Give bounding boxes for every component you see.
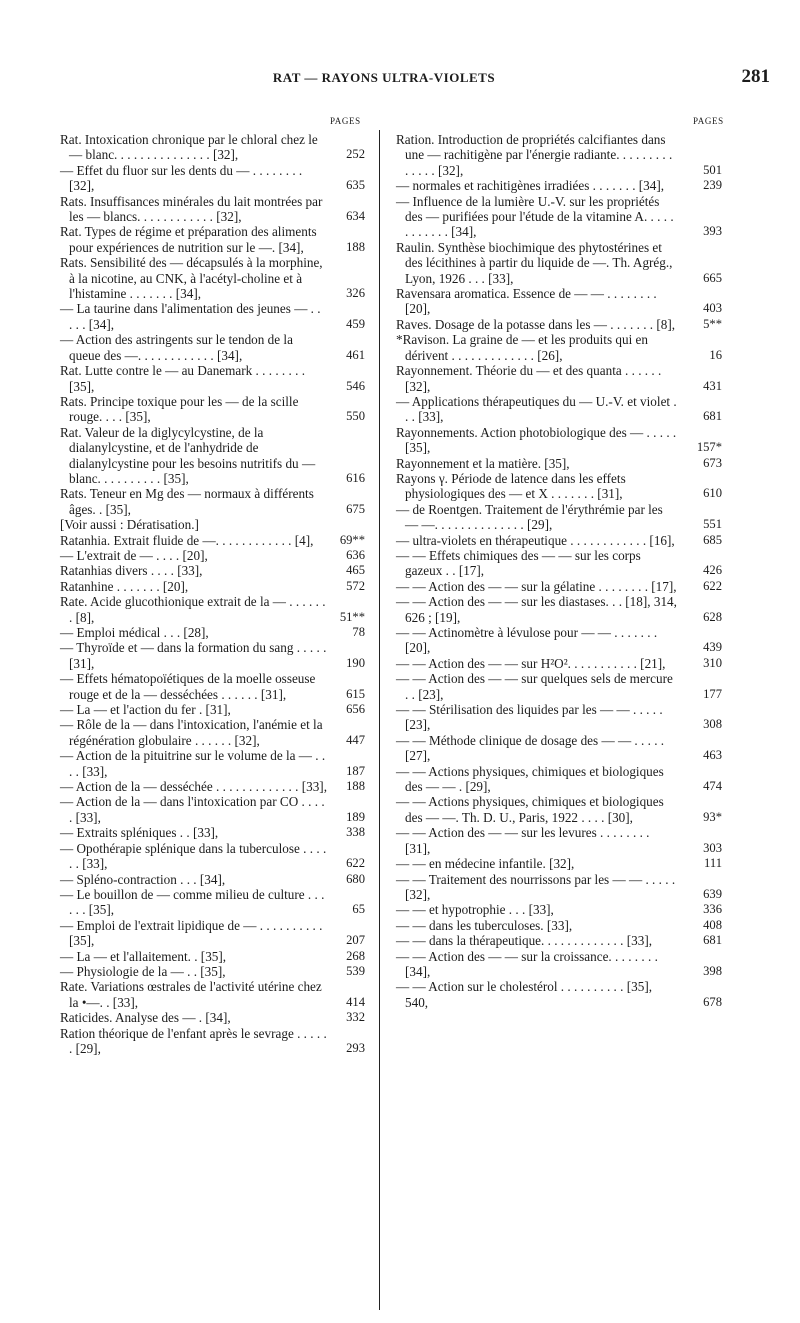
index-entry — [60, 671, 365, 702]
entry-text: Raticides. Analyse des — . [34], — [60, 1010, 231, 1026]
entry-text: — — dans la thérapeutique. . . . . . . . . . . . . [33], — [396, 933, 653, 949]
index-entry — [396, 979, 722, 1010]
entry-text: — Action de la pituitrine sur le volume de la — . . . . [33], — [60, 748, 326, 779]
entry-text: Rats. Insuffisances minérales du lait montrées par les — blancs. . . . . . . . . . . . [32], — [60, 193, 323, 225]
entry-text: Rayonnement. Théorie du — et des quanta . . . . . . [32], — [396, 363, 662, 394]
entry-page: 681 — [703, 409, 722, 424]
index-entry — [396, 194, 722, 240]
index-entry — [396, 902, 722, 917]
entry-page: 447 — [346, 732, 365, 747]
index-entry — [60, 964, 365, 979]
index-entry — [60, 363, 365, 394]
index-entry — [60, 194, 365, 225]
entry-text: — — Actions physiques, chimiques et biologiques des — —. Th. D. U., Paris, 1922 . . . . [30], — [396, 794, 664, 825]
index-entry — [396, 733, 722, 764]
index-entry — [60, 224, 365, 255]
pages-label-left: PAGES — [330, 116, 361, 126]
index-entry — [60, 163, 365, 194]
page-number: 281 — [741, 66, 770, 87]
entry-page: 639 — [703, 886, 722, 901]
entry-text: — ultra-violets en thérapeutique . . . . . . . . . . . . [16], — [396, 532, 675, 548]
entry-page: 189 — [346, 809, 365, 824]
entry-text: — — et hypotrophie . . . [33], — [396, 902, 554, 918]
index-entry — [396, 856, 722, 871]
index-entry — [396, 533, 722, 548]
entry-page: 65 — [352, 902, 365, 917]
index-entry — [396, 933, 722, 948]
entry-text: — — Action des — — sur H²O². . . . . . . . . . . [21], — [396, 655, 666, 671]
index-entry — [60, 579, 365, 594]
entry-text: Raulin. Synthèse biochimique des phytostérines et des lécithines à partir du liquide de —. Th. Agrég., Lyon, 1926 . . . [33], — [396, 239, 673, 286]
entry-text: — La — et l'action du fer . [31], — [60, 702, 231, 718]
entry-text: — de Roentgen. Traitement de l'érythrémie par les — —. . . . . . . . . . . . . . [29], — [396, 501, 663, 533]
index-entry — [60, 702, 365, 717]
entry-text: — — Stérilisation des liquides par les — — . . . . . [23], — [396, 702, 663, 733]
entry-text: Ratanhia. Extrait fluide de —. . . . . . . . . . . . [4], — [60, 532, 314, 548]
entry-page: 51** — [339, 609, 365, 624]
entry-page: 414 — [346, 994, 365, 1009]
entry-page: 572 — [346, 578, 365, 593]
index-entry — [60, 625, 365, 640]
index-entry — [396, 502, 722, 533]
entry-page: 616 — [346, 470, 365, 485]
entry-page: 622 — [703, 578, 722, 593]
index-entry — [60, 255, 365, 301]
page-header — [0, 66, 800, 90]
column-divider — [379, 130, 380, 1310]
entry-page: 326 — [346, 286, 365, 301]
entry-text: — Action de la — desséchée . . . . . . . . . . . . . [33], — [60, 779, 327, 795]
entry-text: Rat. Types de régime et préparation des aliments pour expériences de nutrition sur le —. [34], — [60, 224, 317, 255]
entry-page: 673 — [703, 455, 722, 470]
entry-text: Ration. Introduction de propriétés calcifiantes dans une — rachitigène par l'énergie radiante. . . . . . . . . . . . . . [32], — [396, 132, 673, 178]
entry-page: 188 — [346, 779, 365, 794]
entry-page: 501 — [703, 162, 722, 177]
entry-page: 461 — [346, 347, 365, 362]
entry-page: 665 — [703, 270, 722, 285]
index-entry — [396, 548, 722, 579]
entry-text: — Influence de la lumière U.-V. sur les propriétés des — purifiées pour l'étude de la vitamine A. . . . . . . . . . . . [34], — [396, 193, 674, 240]
entry-text: — — Action des — — sur les diastases. . . [18], 314, 626 ; [19], — [396, 594, 677, 625]
index-entry — [60, 548, 365, 563]
index-entry — [60, 825, 365, 840]
index-entry — [396, 594, 722, 625]
entry-page: 439 — [703, 640, 722, 655]
index-entry — [396, 425, 722, 456]
entry-text: Raves. Dosage de la potasse dans les — . . . . . . . [8], — [396, 316, 676, 332]
entry-text: Rats. Teneur en Mg des — normaux à différents âges. . [35], — [60, 486, 314, 517]
index-entry — [396, 671, 722, 702]
entry-text: — Effets hématopoïétiques de la moelle osseuse rouge et de la — desséchées . . . . . . [31], — [60, 671, 316, 702]
entry-page: 336 — [703, 902, 722, 917]
entry-text: Rat. Intoxication chronique par le chloral chez le — blanc. . . . . . . . . . . . . . . [32], — [60, 132, 318, 163]
index-entry — [396, 764, 722, 795]
entry-page: 551 — [703, 517, 722, 532]
index-entry — [60, 717, 365, 748]
entry-text: Rat. Lutte contre le — au Danemark . . . . . . . . [35], — [60, 363, 305, 394]
entry-page: 546 — [346, 378, 365, 393]
entry-text: — — Méthode clinique de dosage des — — . . . . . [27], — [396, 732, 665, 764]
left-column — [60, 132, 365, 1056]
entry-text: — — Action des — — sur quelques sels de mercure . . [23], — [396, 671, 673, 702]
index-entry — [60, 779, 365, 794]
index-entry — [396, 949, 722, 980]
index-entry — [60, 486, 365, 517]
entry-page: 426 — [703, 563, 722, 578]
entry-text: — Thyroïde et — dans la formation du sang . . . . . [31], — [60, 640, 327, 671]
entry-page: 187 — [346, 763, 365, 778]
entry-text: — Le bouillon de — comme milieu de culture . . . . . . [35], — [60, 886, 325, 918]
index-entry — [60, 425, 365, 487]
entry-page: 615 — [346, 686, 365, 701]
entry-page: 332 — [346, 1010, 365, 1025]
entry-page: 681 — [703, 933, 722, 948]
index-entry — [60, 748, 365, 779]
index-entry — [396, 656, 722, 671]
entry-page: 303 — [703, 840, 722, 855]
index-entry — [60, 594, 365, 625]
entry-text: — — Actions physiques, chimiques et biologiques des — — . [29], — [396, 763, 664, 795]
index-entry — [396, 240, 722, 286]
entry-text: — La taurine dans l'alimentation des jeunes — . . . . . [34], — [60, 301, 321, 332]
entry-page: 78 — [352, 625, 365, 639]
entry-page: 539 — [346, 963, 365, 978]
entry-page: 190 — [346, 655, 365, 670]
index-entry — [60, 563, 365, 578]
index-entry — [396, 872, 722, 903]
entry-text: — Emploi médical . . . [28], — [60, 625, 209, 640]
index-entry — [60, 794, 365, 825]
entry-page: 675 — [346, 501, 365, 516]
entry-page: 393 — [703, 224, 722, 239]
entry-page: 308 — [703, 717, 722, 732]
index-entry — [60, 949, 365, 964]
entry-text: — — dans les tuberculoses. [33], — [396, 917, 573, 933]
index-entry — [396, 471, 722, 502]
index-entry — [396, 132, 722, 178]
entry-text: — Action des astringents sur le tendon de la queue des —. . . . . . . . . . . . [34], — [60, 332, 293, 363]
entry-page: 459 — [346, 316, 365, 331]
entry-page: 431 — [703, 378, 722, 393]
index-entry — [60, 1010, 365, 1025]
entry-text: — Extraits spléniques . . [33], — [60, 825, 219, 841]
entry-text: — Effet du fluor sur les dents du — . . . . . . . . [32], — [60, 162, 303, 194]
index-entry — [396, 625, 722, 656]
entry-text: Rate. Variations œstrales de l'activité utérine chez la •—. . [33], — [60, 979, 322, 1010]
entry-text: Ratanhias divers . . . . [33], — [60, 563, 203, 579]
entry-page: 635 — [346, 178, 365, 193]
entry-page: 268 — [346, 948, 365, 963]
entry-text: — — Action des — — sur la croissance. . . . . . . . [34], — [396, 948, 658, 979]
index-entry — [396, 332, 722, 363]
entry-page: 628 — [703, 609, 722, 624]
entry-page: 622 — [346, 856, 365, 871]
index-entry — [60, 918, 365, 949]
entry-page: 610 — [703, 486, 722, 501]
entry-text: Ration théorique de l'enfant après le sevrage . . . . . . [29], — [60, 1025, 327, 1056]
entry-page: 634 — [346, 209, 365, 224]
entry-page: 408 — [703, 917, 722, 932]
entry-text: Rate. Acide glucothionique extrait de la — . . . . . . . [8], — [60, 594, 326, 625]
entry-text: Rayonnement et la matière. [35], — [396, 455, 570, 471]
index-entry — [396, 702, 722, 733]
right-column — [396, 132, 722, 1010]
entry-page: 398 — [703, 963, 722, 978]
index-entry — [396, 317, 722, 332]
index-entry — [60, 332, 365, 363]
index-entry — [396, 363, 722, 394]
entry-text: — Rôle de la — dans l'intoxication, l'anémie et la régénération globulaire . . . . . . [32], — [60, 717, 323, 748]
entry-text: — Applications thérapeutiques du — U.-V. et violet . . . [33], — [396, 393, 677, 425]
entry-text: — L'extrait de — . . . . [20], — [60, 547, 208, 563]
index-entry — [396, 825, 722, 856]
entry-page: 680 — [346, 871, 365, 886]
entry-text: [Voir aussi : Dératisation.] — [60, 517, 199, 533]
entry-page: 474 — [703, 779, 722, 794]
index-entry — [60, 979, 365, 1010]
entry-page: 207 — [346, 933, 365, 948]
index-entry — [396, 794, 722, 825]
index-entry — [60, 394, 365, 425]
entry-page: 239 — [703, 178, 722, 193]
index-entry — [60, 301, 365, 332]
entry-text: Ratanhine . . . . . . . [20], — [60, 578, 189, 594]
index-entry — [396, 178, 722, 193]
entry-text: — — Action sur le cholestérol . . . . . . . . . . [35], 540, — [396, 979, 653, 1010]
entry-text: — Action de la — dans l'intoxication par CO . . . . . [33], — [60, 794, 325, 825]
index-entry — [60, 872, 365, 887]
entry-page: 550 — [346, 409, 365, 424]
entry-text: Rat. Valeur de la diglycylcystine, de la dialanylcystine, et de l'anhydride de dialanylcystine pour les besoins nutritifs du — blanc. . . . . . . . . . [35], — [60, 424, 316, 486]
entry-text: — Emploi de l'extrait lipidique de — . . . . . . . . . . [35], — [60, 917, 323, 949]
entry-page: 656 — [346, 702, 365, 717]
entry-text: Rayonnements. Action photobiologique des — . . . . . [35], — [396, 424, 677, 456]
entry-page: 403 — [703, 301, 722, 316]
entry-text: — normales et rachitigènes irradiées . . . . . . . [34], — [396, 178, 665, 194]
entry-page: 5** — [703, 316, 722, 331]
entry-text: Rats. Principe toxique pour les — de la scille rouge. . . . [35], — [60, 393, 299, 425]
index-entry — [60, 533, 365, 548]
entry-page: 465 — [346, 563, 365, 578]
entry-page: 177 — [703, 686, 722, 701]
entry-page: 16 — [709, 347, 722, 362]
entry-page: 463 — [703, 748, 722, 763]
entry-page: 188 — [346, 239, 365, 254]
entry-text: Rayons γ. Période de latence dans les effets physiologiques des — et X . . . . . . . [31], — [396, 470, 626, 502]
entry-page: 338 — [346, 825, 365, 840]
pages-label-right: PAGES — [693, 116, 724, 126]
entry-page: 111 — [704, 856, 722, 871]
entry-text: — Physiologie de la — . . [35], — [60, 963, 226, 979]
index-entry — [60, 517, 365, 532]
entry-text: Rats. Sensibilité des — décapsulés à la morphine, à la nicotine, au CNK, à l'acétyl-choline et à l'histamine . . . . . . . [34], — [60, 255, 323, 302]
index-entry — [396, 394, 722, 425]
index-entry — [396, 918, 722, 933]
entry-text: — — Effets chimiques des — — sur les corps gazeux . . [17], — [396, 547, 641, 579]
running-title: RAT — RAYONS ULTRA-VIOLETS — [272, 70, 496, 85]
entry-text: — — Traitement des nourrissons par les — — . . . . . [32], — [396, 871, 676, 902]
entry-page: 93* — [703, 809, 722, 824]
entry-text: *Ravison. La graine de — et les produits qui en dérivent . . . . . . . . . . . . . [26], — [396, 332, 648, 363]
index-entry — [60, 841, 365, 872]
entry-page: 678 — [703, 994, 722, 1009]
entry-page: 69** — [339, 532, 365, 547]
entry-page: 293 — [346, 1040, 365, 1055]
entry-text: Ravensara aromatica. Essence de — — . . . . . . . . [20], — [396, 286, 657, 317]
entry-page: 636 — [346, 547, 365, 562]
entry-page: 252 — [346, 147, 365, 162]
entry-text: — — Actinomètre à lévulose pour — — . . . . . . . [20], — [396, 625, 658, 656]
index-entry — [60, 1026, 365, 1057]
entry-page: 157* — [696, 440, 722, 455]
entry-text: — Spléno-contraction . . . [34], — [60, 871, 226, 887]
index-entry — [60, 640, 365, 671]
entry-page: 310 — [703, 655, 722, 670]
entry-text: — — Action des — — sur la gélatine . . . . . . . . [17], — [396, 578, 677, 594]
index-entry — [60, 132, 365, 163]
index-entry — [396, 286, 722, 317]
entry-text: — La — et l'allaitement. . [35], — [60, 948, 227, 964]
index-entry — [396, 456, 722, 471]
entry-text: — — Action des — — sur les levures . . . . . . . . [31], — [396, 825, 650, 856]
entry-text: — Opothérapie splénique dans la tuberculose . . . . . . [33], — [60, 840, 327, 872]
index-entry — [60, 887, 365, 918]
index-entry — [396, 579, 722, 594]
entry-text: — — en médecine infantile. [32], — [396, 856, 575, 872]
entry-page: 685 — [703, 532, 722, 547]
